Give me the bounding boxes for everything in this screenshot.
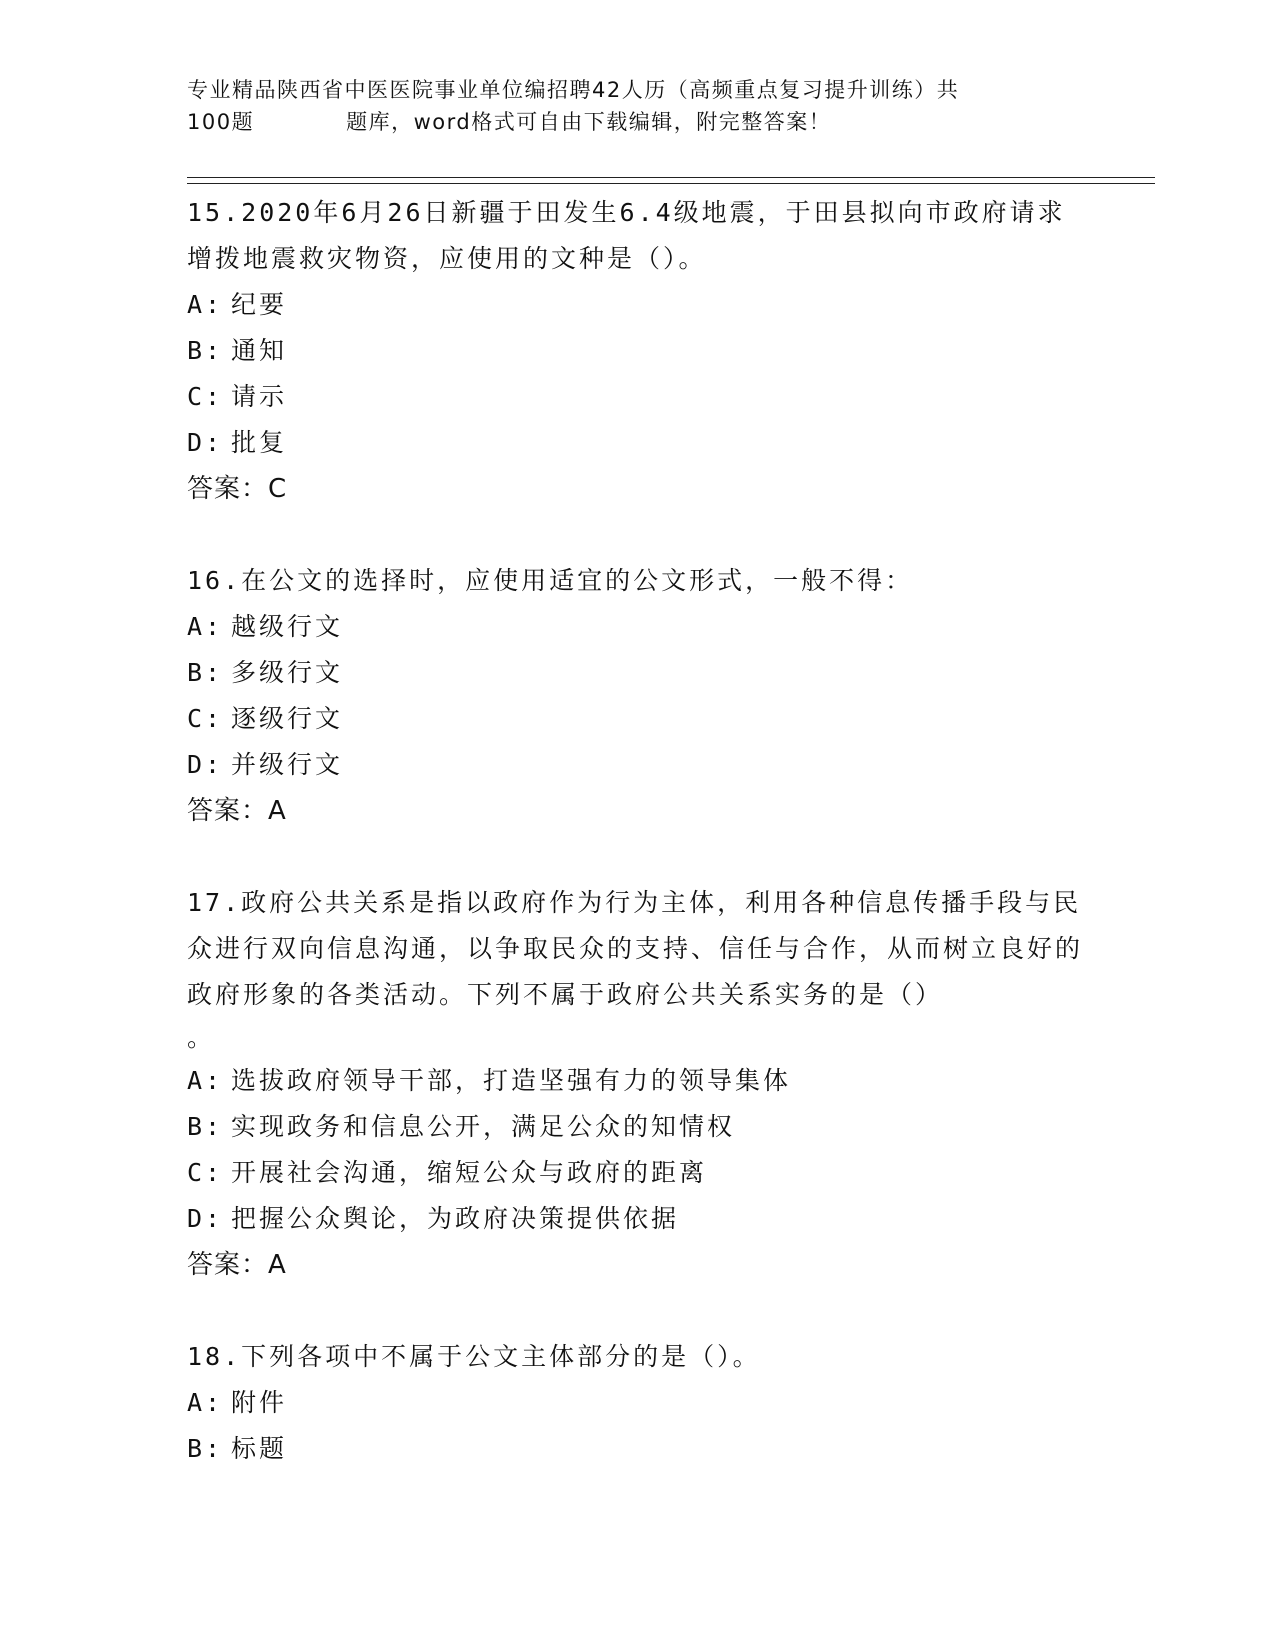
header-line-2-left: 100题 bbox=[187, 110, 255, 134]
option-text: 批复 bbox=[231, 428, 288, 457]
question-15 bbox=[187, 190, 1087, 512]
question-16 bbox=[187, 558, 1087, 834]
option-a bbox=[187, 1380, 1087, 1426]
option-text: 多级行文 bbox=[231, 658, 344, 687]
option-letter: B: bbox=[187, 1434, 224, 1463]
option-b bbox=[187, 328, 1087, 374]
option-d bbox=[187, 420, 1087, 466]
option-text: 开展社会沟通，缩短公众与政府的距离 bbox=[231, 1158, 708, 1187]
header-divider-top bbox=[187, 177, 1155, 178]
option-letter: A: bbox=[187, 1066, 224, 1095]
option-c bbox=[187, 696, 1087, 742]
header-line-2 bbox=[187, 106, 1087, 138]
option-a bbox=[187, 282, 1087, 328]
option-text: 选拔政府领导干部，打造坚强有力的领导集体 bbox=[231, 1066, 792, 1095]
option-a bbox=[187, 1058, 1087, 1104]
option-text: 标题 bbox=[231, 1434, 288, 1463]
option-d bbox=[187, 742, 1087, 788]
option-letter: C: bbox=[187, 1158, 224, 1187]
option-letter: C: bbox=[187, 704, 224, 733]
option-text: 请示 bbox=[231, 382, 288, 411]
option-text: 实现政务和信息公开，满足公众的知情权 bbox=[231, 1112, 736, 1141]
option-text: 把握公众舆论，为政府决策提供依据 bbox=[231, 1204, 680, 1233]
question-text: 18.下列各项中不属于公文主体部分的是（）。 bbox=[187, 1342, 761, 1371]
option-text: 并级行文 bbox=[231, 750, 344, 779]
answer: 答案：A bbox=[187, 1250, 287, 1280]
question-text: 15.2020年6月26日新疆于田发生6.4级地震，于田县拟向市政府请求增拨地震救灾物资，应使用的文种是（）。 bbox=[187, 198, 1066, 273]
option-text: 越级行文 bbox=[231, 612, 344, 641]
option-letter: A: bbox=[187, 1388, 224, 1417]
option-letter: A: bbox=[187, 612, 224, 641]
question-18 bbox=[187, 1334, 1087, 1472]
question-text-tail: 。 bbox=[187, 1023, 213, 1052]
question-text: 16.在公文的选择时，应使用适宜的公文形式，一般不得： bbox=[187, 566, 914, 595]
option-c bbox=[187, 1150, 1087, 1196]
option-letter: D: bbox=[187, 750, 224, 779]
option-text: 纪要 bbox=[231, 290, 288, 319]
question-17 bbox=[187, 880, 1087, 1288]
option-b bbox=[187, 1426, 1087, 1472]
option-letter: C: bbox=[187, 382, 224, 411]
document-header bbox=[187, 74, 1087, 138]
answer: 答案：C bbox=[187, 474, 288, 504]
option-a bbox=[187, 604, 1087, 650]
option-letter: B: bbox=[187, 336, 224, 365]
question-list bbox=[187, 190, 1087, 1472]
question-text: 17.政府公共关系是指以政府作为行为主体，利用各种信息传播手段与民众进行双向信息沟通，以争取民众的支持、信任与合作，从而树立良好的政府形象的各类活动。下列不属于政府公共关系实务的是（） bbox=[187, 888, 1084, 1009]
option-c bbox=[187, 374, 1087, 420]
option-text: 附件 bbox=[231, 1388, 288, 1417]
option-b bbox=[187, 1104, 1087, 1150]
answer: 答案：A bbox=[187, 796, 287, 826]
option-letter: D: bbox=[187, 428, 224, 457]
option-b bbox=[187, 650, 1087, 696]
option-letter: D: bbox=[187, 1204, 224, 1233]
option-text: 通知 bbox=[231, 336, 288, 365]
option-letter: A: bbox=[187, 290, 224, 319]
header-divider-bottom bbox=[187, 183, 1155, 184]
header-line-2-right: 题库，word格式可自由下载编辑，附完整答案！ bbox=[346, 110, 832, 134]
option-d bbox=[187, 1196, 1087, 1242]
option-text: 逐级行文 bbox=[231, 704, 344, 733]
header-line-1: 专业精品陕西省中医医院事业单位编招聘42人历（高频重点复习提升训练）共 bbox=[187, 78, 960, 102]
option-letter: B: bbox=[187, 1112, 224, 1141]
option-letter: B: bbox=[187, 658, 224, 687]
